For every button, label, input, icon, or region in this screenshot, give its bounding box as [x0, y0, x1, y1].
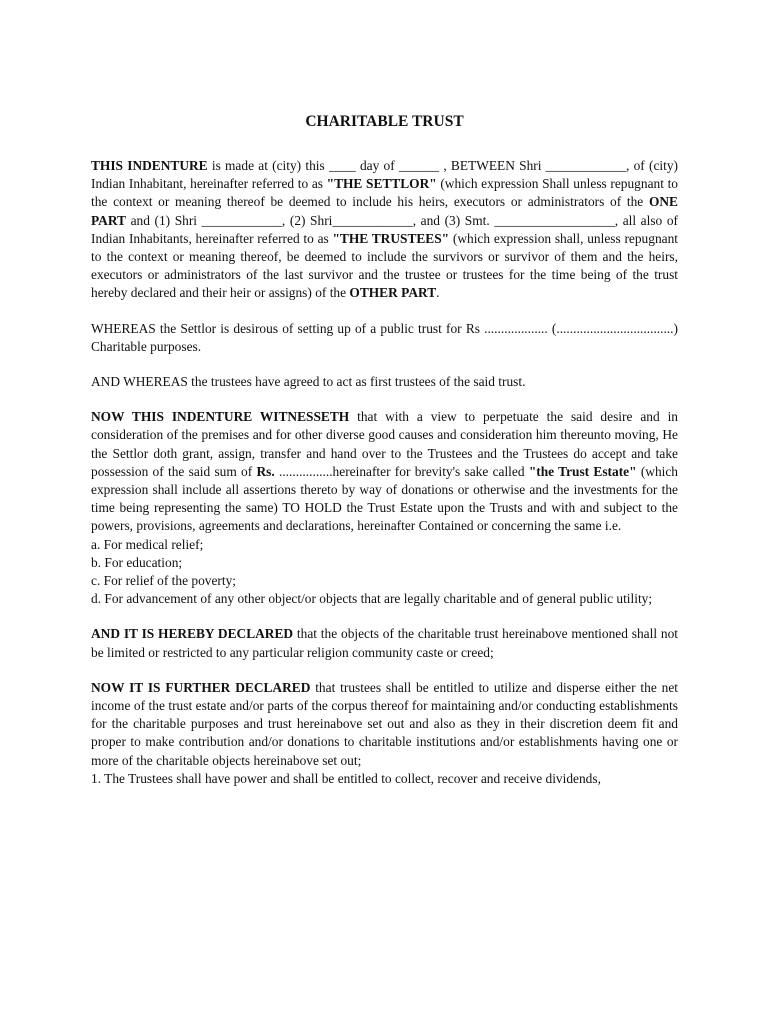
paragraph-text: and (1) Shri ____________, (2) Shri____________, and (3) Smt. __________________, all also of Indian Inhabitants, hereinafter referred to as — [91, 212, 678, 246]
bold-phrase: "the Trust Estate" — [528, 463, 637, 479]
hereby-declared-paragraph — [91, 625, 678, 661]
paragraph-text: is made at (city) this ____ day of ______ , BETWEEN Shri ____________, of (city) Indian Inhabitant, hereinafter referred to as — [91, 158, 678, 192]
bold-phrase: OTHER PART — [349, 285, 437, 301]
and-whereas-paragraph: AND WHEREAS the trustees have agreed to act as first trustees of the said trust. — [91, 374, 526, 390]
witnesseth-paragraph — [91, 408, 678, 535]
bold-phrase: "THE TRUSTEES" — [332, 230, 450, 246]
paragraph-text: ................hereinafter for brevity's sake called — [274, 463, 529, 479]
bold-phrase: NOW IT IS FURTHER DECLARED — [91, 679, 311, 695]
bold-phrase: "THE SETTLOR" — [326, 176, 437, 192]
whereas-paragraph: WHEREAS the Settlor is desirous of setting up of a public trust for Rs ................... (...................................) Charitable purposes. — [91, 320, 678, 354]
paragraph-text: that the objects of the charitable trust hereinabove mentioned shall not be limited or restricted to any particular religion community caste or creed; — [91, 626, 678, 660]
further-declared-paragraph — [91, 679, 678, 770]
bold-phrase: NOW THIS INDENTURE WITNESSETH — [91, 409, 350, 425]
bold-phrase: Rs. — [256, 463, 275, 479]
paragraph-text: . — [436, 285, 440, 301]
paragraph-text: (which expression Shall unless repugnant to the context or meaning thereof be deemed to include his heirs, executors or administrators of the — [91, 176, 678, 210]
paragraph-text: (which expression shall, unless repugnant to the context or meaning thereof, be deemed to include the survivors or survivor of them and the heirs, executors or administrators of the last survivor and the trustee or trustees for the time being of the trust hereby declared and their heir or assigns) of the — [91, 230, 678, 301]
object-item: b. For education; — [91, 554, 183, 570]
clause-item: 1. The Trustees shall have power and shall be entitled to collect, recover and receive dividends, — [91, 770, 601, 786]
document-body — [91, 111, 678, 788]
object-item: d. For advancement of any other object/or objects that are legally charitable and of general public utility; — [91, 591, 653, 607]
object-item: c. For relief of the poverty; — [91, 573, 237, 589]
paragraph-text: that trustees shall be entitled to utilize and disperse either the net income of the trust estate and/or parts of the corpus thereof for maintaining and/or conducting establishments for the charitable purposes and trust hereinabove set out and also as they in their discretion deem fit and proper to make contribution and/or donations to charitable institutions and/or establishments having one or more of the charitable objects hereinabove set out; — [91, 679, 678, 768]
paragraph-text: (which expression shall include all assertions thereto by way of donations or otherwise and the investments for the time being representing the same) TO HOLD the Trust Estate upon the Trusts and with and subject to the powers, provisions, agreements and declarations, hereinafter Contained or concerning the same i.e. — [91, 463, 679, 534]
bold-phrase: ONE PART — [91, 194, 678, 228]
document-title: CHARITABLE TRUST — [305, 113, 464, 130]
paragraph-text: that with a view to perpetuate the said desire and in consideration of the premises and for other diverse good causes and consideration him thereunto moving, He the Settlor doth grant, assign, transfer and hand over to the Trustees and the Trustees do accept and take possession of the said sum of — [91, 409, 678, 479]
indenture-paragraph — [91, 157, 678, 303]
bold-phrase: THIS INDENTURE — [91, 158, 208, 173]
object-item: a. For medical relief; — [91, 536, 204, 552]
bold-phrase: AND IT IS HEREBY DECLARED — [91, 626, 294, 642]
